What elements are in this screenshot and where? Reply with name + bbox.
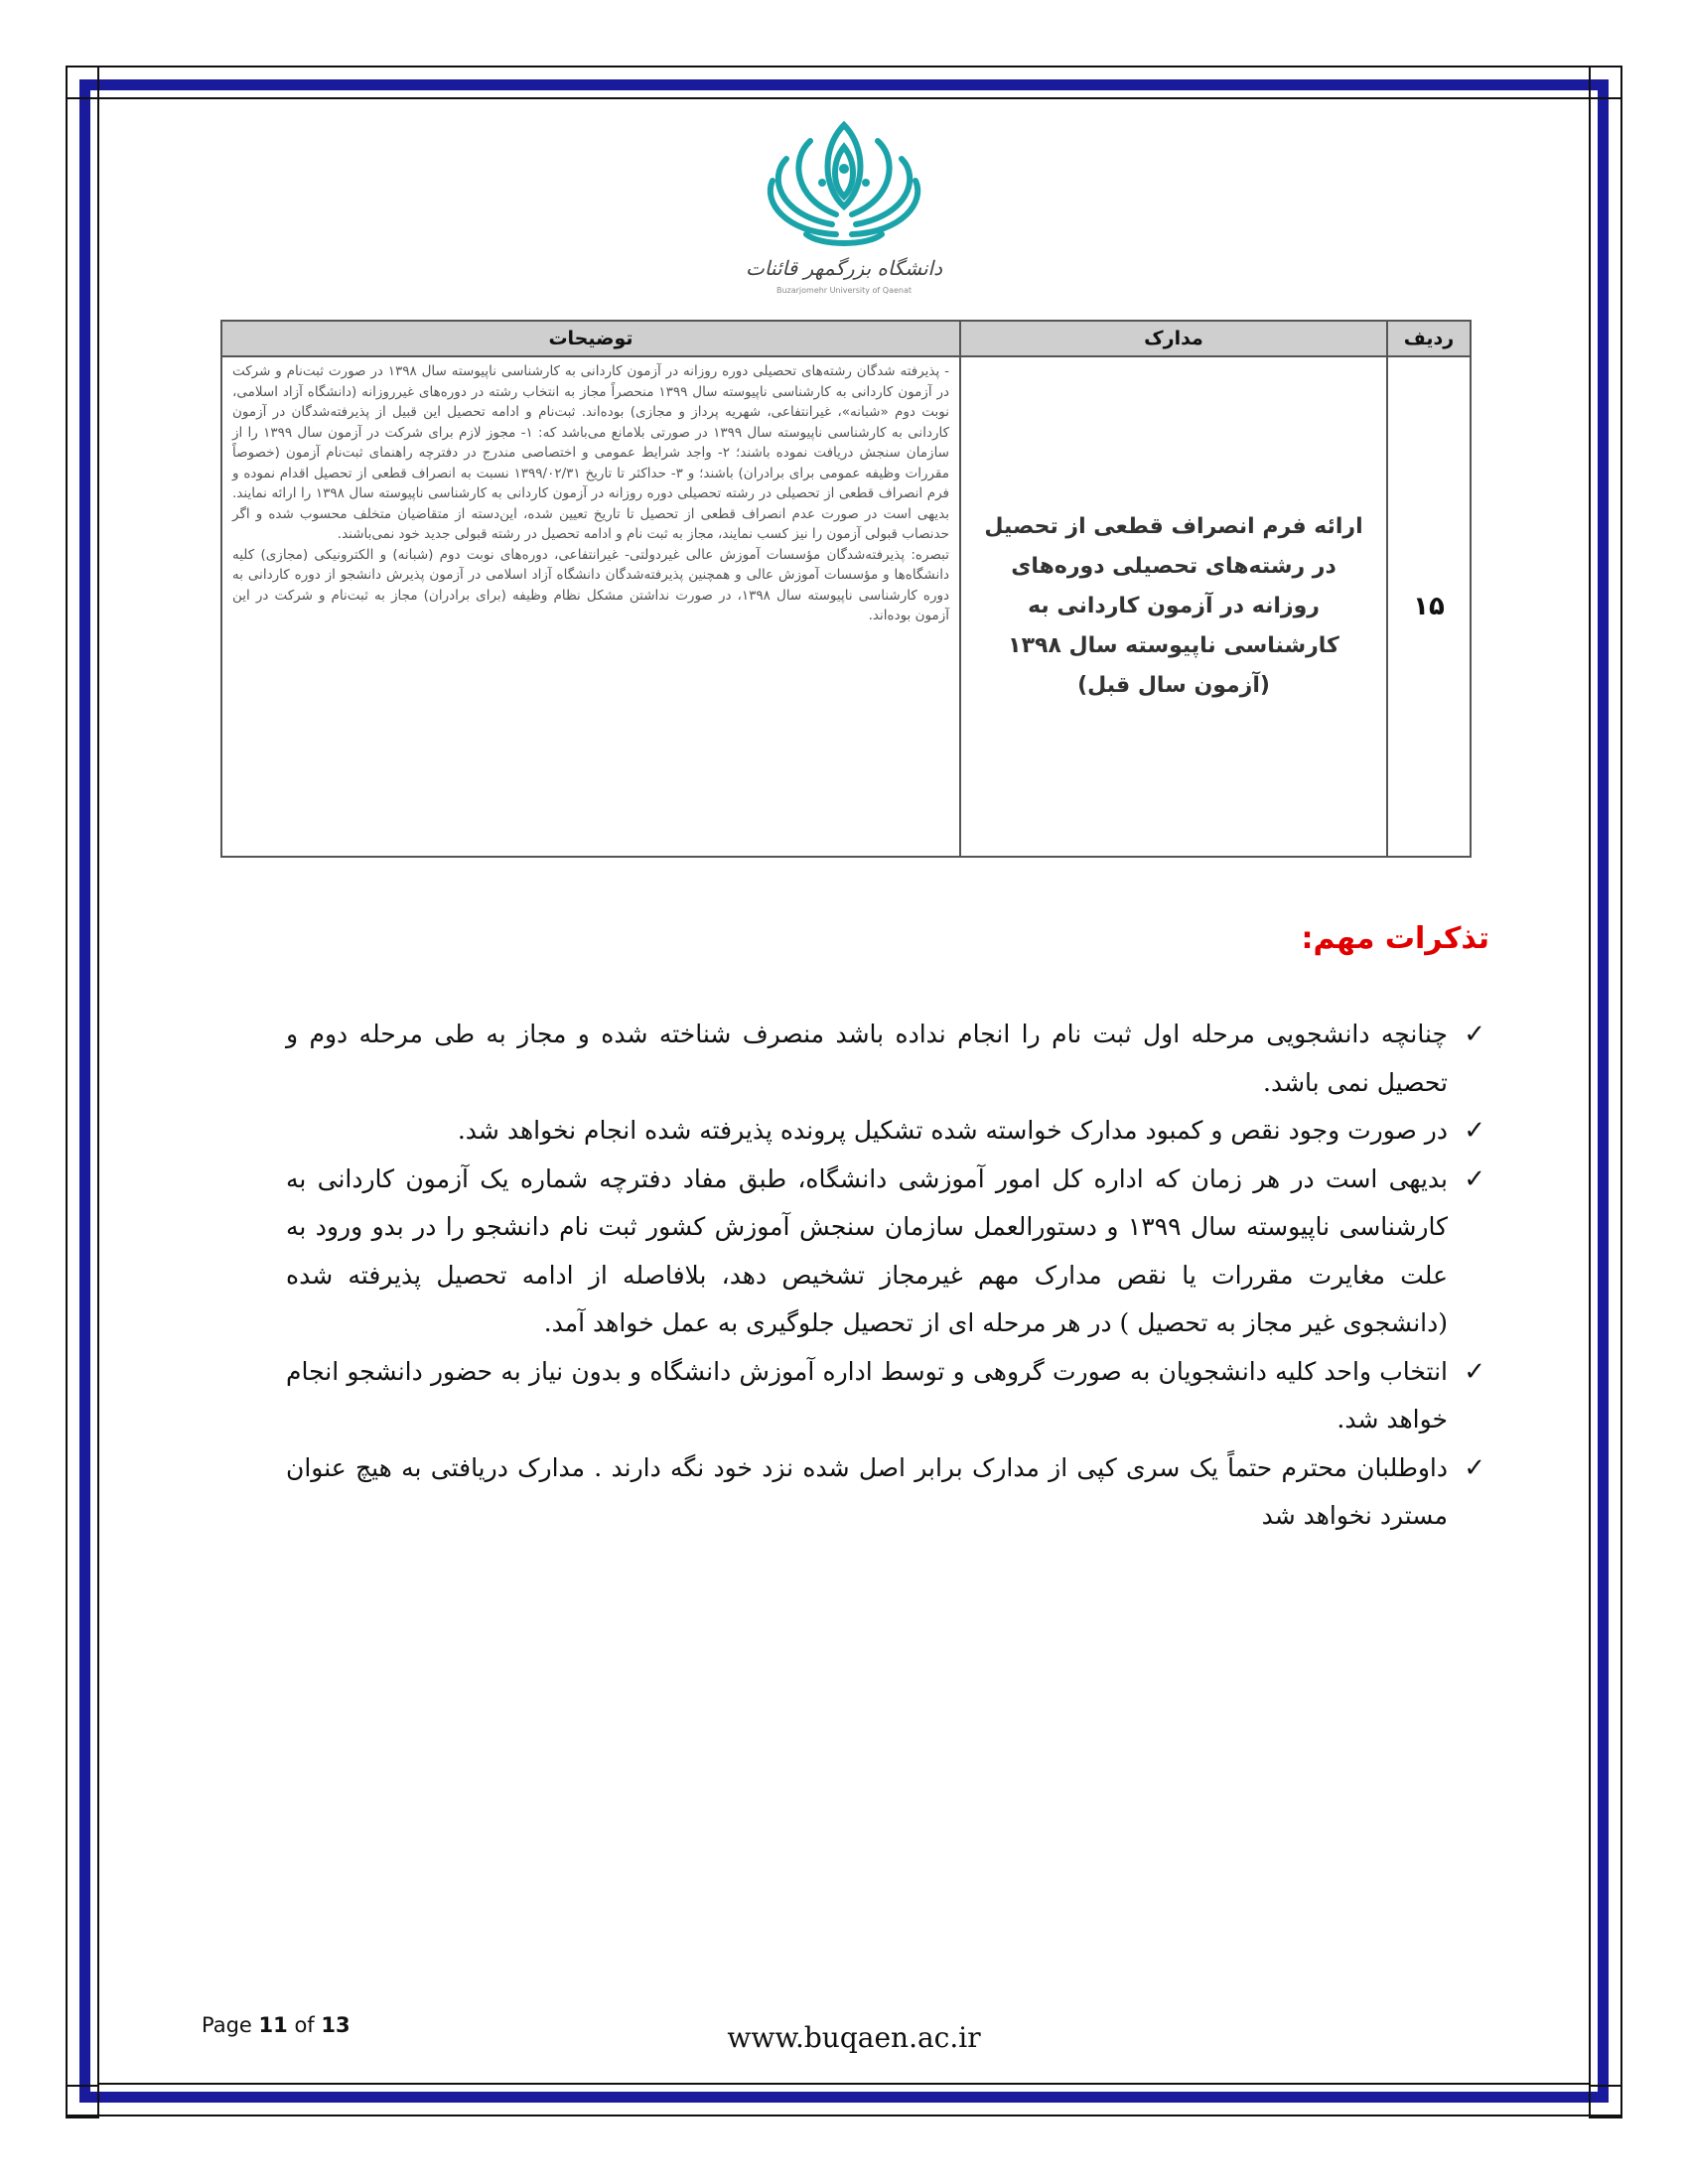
frame-corner-ornament [66, 66, 99, 99]
list-item [286, 1011, 1489, 1107]
check-icon: ✓ [1464, 1020, 1485, 1049]
notes-title: تذکرات مهم: [1301, 921, 1489, 956]
page-current: 11 [258, 2013, 288, 2037]
note-text: چنانچه دانشجویی مرحله اول ثبت نام را انجام نداده باشد منصرف شناخته شده و مجاز به طی مرحله دوم و تحصیل نمی باشد. [286, 1020, 1448, 1097]
header-radif: ردیف [1387, 321, 1471, 356]
row-number: ۱۵ [1387, 356, 1471, 857]
row-document: ارائه فرم انصراف قطعی از تحصیل در رشته‌های تحصیلی دوره‌های روزانه در آزمون کاردانی به کارشناسی ناپیوسته سال ۱۳۹۸ (آزمون سال قبل) [960, 356, 1387, 857]
page-total: 13 [321, 2013, 351, 2037]
note-text: بدیهی است در هر زمان که اداره کل امور آموزشی دانشگاه، طبق مفاد دفترچه شماره یک آزمون کاردانی به کارشناسی ناپیوسته سال ۱۳۹۹ و دستورالعمل سازمان سنجش آموزش کشور ثبت نام دانشجو را در بدو ورود به علت مغایرت مقررات یا نقص مدارک مهم غیرمجاز تشخیص دهد، بلافاصله از ادامه تحصیل پذیرفته شده (دانشجوی غیر مجاز به تحصیل ) در هر مرحله ای از تحصیل جلوگیری به عمل خواهد آمد. [286, 1163, 1448, 1337]
frame-corner-ornament [66, 2085, 99, 2118]
list-item [286, 1156, 1489, 1348]
footer-url: www.buqaen.ac.ir [727, 2021, 981, 2054]
header-madarek: مدارک [960, 321, 1387, 356]
check-icon: ✓ [1464, 1356, 1485, 1387]
logo-caption: دانشگاه بزرگمهر قائنات [746, 256, 942, 280]
page-word: Page [202, 2013, 252, 2037]
list-item [286, 1444, 1489, 1541]
list-item [286, 1107, 1489, 1156]
lotus-logo-icon [725, 107, 963, 256]
check-icon: ✓ [1464, 1163, 1485, 1194]
university-logo [725, 107, 963, 306]
page-number [202, 2013, 351, 2037]
notes-list [286, 1011, 1489, 1541]
check-icon: ✓ [1464, 1452, 1485, 1483]
table-header-row [221, 321, 1471, 356]
note-text: داوطلبان محترم حتماً یک سری کپی از مدارک برابر اصل شده نزد خود نگه دارند . مدارک دریافتی به هیچ عنوان مسترد نخواهد شد [286, 1452, 1448, 1530]
page-of: of [294, 2013, 315, 2037]
check-icon: ✓ [1464, 1116, 1485, 1146]
list-item [286, 1348, 1489, 1444]
row-description [221, 356, 960, 857]
logo-subcaption: Buzarjomehr University of Qaenat [775, 286, 913, 295]
table-row [221, 356, 1471, 857]
note-text: انتخاب واحد کلیه دانشجویان به صورت گروهی و توسط اداره آموزش دانشگاه و بدون نیاز به حضور دانشجو انجام خواهد شد. [286, 1356, 1448, 1433]
frame-corner-ornament [1589, 66, 1622, 99]
description-note: تبصره: پذیرفته‌شدگان مؤسسات آموزش عالی غیردولتی- غیرانتفاعی، دوره‌های نوبت دوم (شبانه) و الکترونیکی (مجازی) کلیه دانشگاه‌ها و مؤسسات آموزش عالی و همچنین پذیرفته‌شدگان دانشگاه آزاد اسلامی در آزمون پذیرش دانشجو از دوره کاردانی به دوره کارشناسی ناپیوسته سال ۱۳۹۸، در صورت نداشتن مشکل نظام وظیفه (برای برادران) مجاز به ثبت‌نام و شرکت در این آزمون بوده‌اند. [232, 546, 949, 623]
header-tozihat: توضیحات [221, 321, 960, 356]
note-text: در صورت وجود نقص و کمبود مدارک خواسته شده تشکیل پرونده پذیرفته شده انجام نخواهد شد. [457, 1116, 1448, 1145]
documents-table [220, 320, 1472, 858]
frame-corner-ornament [1589, 2085, 1622, 2118]
description-paragraph: - پذیرفته شدگان رشته‌های تحصیلی دوره روزانه در آزمون کاردانی به کارشناسی ناپیوسته سال ۱۳۹۸ در صورت ثبت‌نام و شرکت در آزمون کاردانی به کارشناسی ناپیوسته سال ۱۳۹۹ منحصراً مجاز به انتخاب رشته در دوره‌های غیرروزانه (دانشگاه آزاد اسلامی، نوبت دوم «شبانه»، غیرانتفاعی، شهریه پرداز و مجازی) بوده‌اند. ثبت‌نام و ادامه تحصیل این قبیل از پذیرفته‌شدگان در آزمون کاردانی به کارشناسی ناپیوسته سال ۱۳۹۹ در صورتی بلامانع می‌باشد که: ۱- مجوز لازم برای شرکت در آزمون سال ۱۳۹۹ را از سازمان سنجش دریافت نموده باشند؛ ۲- واجد شرایط عمومی و اختصاصی مندرج در دفترچه راهنمای ثبت‌نام آزمون (خصوصاً مقررات وظیفه عمومی برای برادران) باشند؛ و ۳- حداکثر تا تاریخ ۱۳۹۹/۰۲/۳۱ نسبت به انصراف قطعی از تحصیل اقدام نموده و فرم انصراف قطعی از تحصیلی در رشته تحصیلی دوره روزانه در آزمون کاردانی به کارشناسی ناپیوسته سال ۱۳۹۸ را ارائه نمایند. بدیهی است در صورت عدم انصراف قطعی از تحصیل تا تاریخ تعیین شده، این‌دسته از متقاضیان متخلف محسوب شده و اگر حدنصاب قبولی آزمون را نیز کسب نمایند، مجاز به ثبت نام و ادامه تحصیل در رشته قبولی جدید خود نمی‌باشند. [232, 363, 950, 542]
